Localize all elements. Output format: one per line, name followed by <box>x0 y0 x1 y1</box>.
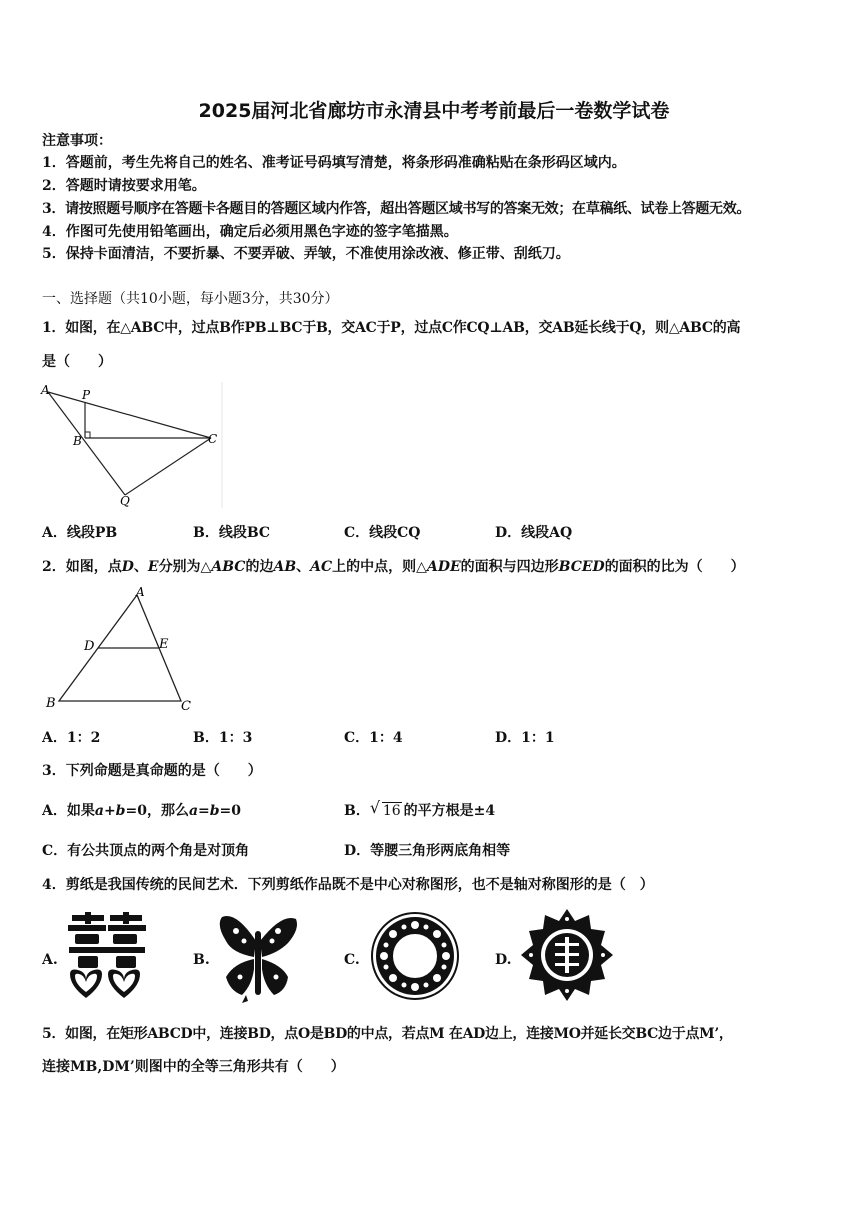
q2-option-c[interactable]: C．1：4 <box>344 730 403 746</box>
notice-item-1: 1．答题前，考生先将自己的姓名、准考证号码填写清楚，将条形码准确粘贴在条形码区域内。 <box>42 155 626 171</box>
q3-option-b[interactable]: B． √ 16 的平方根是±4 <box>344 798 496 819</box>
q1-stem-line1: 1．如图，在△ABC中，过点B作PB⊥BC于B，交AC于P，过点C作CQ⊥AB，交AB延长线于Q，则△ABC的高 <box>42 320 741 336</box>
q4-option-d-sunburst-icon[interactable] <box>519 907 615 1003</box>
section-heading: 一、选择题（共10小题，每小题3分，共30分） <box>42 291 339 307</box>
q1-label-b: B <box>73 434 82 448</box>
q1-line-aq <box>48 392 125 495</box>
q1-line-cq <box>125 438 211 495</box>
q1-option-a[interactable]: A．线段PB <box>42 525 118 541</box>
notice-item-3: 3．请按照题号顺序在答题卡各题目的答题区域内作答，超出答题区域书写的答案无效；在草稿纸、试卷上答题无效。 <box>42 201 751 217</box>
q4-option-d-letter[interactable]: D. <box>495 952 512 968</box>
q2-figure <box>38 582 208 717</box>
notice-heading: 注意事项： <box>42 133 112 149</box>
q4-option-c-letter[interactable]: C. <box>344 952 360 968</box>
q2-label-b: B <box>46 696 56 711</box>
q3-stem: 3．下列命题是真命题的是（ ） <box>42 763 262 779</box>
notice-item-2: 2．答题时请按要求用笔。 <box>42 178 206 194</box>
q3-option-d[interactable]: D．等腰三角形两底角相等 <box>344 843 511 859</box>
q2-label-d: D <box>84 639 95 654</box>
q2-label-c: C <box>181 699 191 714</box>
q4-option-c-ring-icon[interactable] <box>370 911 460 1001</box>
q2-stem: 2．如图，点D、E分别为△ABC的边AB、AC上的中点，则△ADE的面积与四边形BCED的面积的比为（ ） <box>42 559 745 575</box>
q1-label-q: Q <box>120 494 130 508</box>
q1-option-d[interactable]: D．线段AQ <box>495 525 573 541</box>
q1-label-p: P <box>82 388 91 402</box>
q5-stem-line1: 5．如图，在矩形ABCD中，连接BD，点O是BD的中点，若点M 在AD边上，连接MO并延长交BC边于点M’， <box>42 1026 733 1042</box>
q5-stem-line2: 连接MB,DM’则图中的全等三角形共有（ ） <box>42 1059 345 1075</box>
q2-option-b[interactable]: B．1：3 <box>193 730 253 746</box>
q2-option-a[interactable]: A．1：2 <box>42 730 101 746</box>
q1-figure <box>38 380 228 510</box>
q1-line-ac <box>48 392 211 438</box>
q2-label-a: A <box>136 585 145 599</box>
q1-label-a: A <box>41 383 50 397</box>
q3-option-a[interactable]: A．如果a+b=0，那么a=b=0 <box>42 803 242 819</box>
q2-option-d[interactable]: D．1：1 <box>495 730 555 746</box>
q4-option-b-letter[interactable]: B. <box>193 952 210 968</box>
q1-option-c[interactable]: C．线段CQ <box>344 525 421 541</box>
page-title: 2025届河北省廊坊市永清县中考考前最后一卷数学试卷 <box>198 100 670 122</box>
notice-item-4: 4．作图可先使用铅笔画出，确定后必须用黑色字迹的签字笔描黑。 <box>42 224 458 240</box>
q4-option-a-double-happiness-icon[interactable] <box>66 912 148 1002</box>
notice-item-5: 5．保持卡面清洁，不要折暴、不要弄破、弄皱，不准使用涂改液、修正带、刮纸刀。 <box>42 246 570 262</box>
q2-label-e: E <box>159 637 169 652</box>
q1-label-c: C <box>208 432 218 446</box>
q4-stem: 4．剪纸是我国传统的民间艺术．下列剪纸作品既不是中心对称图形，也不是轴对称图形的是（ ） <box>42 877 654 893</box>
q4-option-a-letter[interactable]: A. <box>42 952 58 968</box>
q1-option-b[interactable]: B．线段BC <box>193 525 271 541</box>
q1-stem-line2: 是（ ） <box>42 354 112 370</box>
q4-option-b-butterfly-icon[interactable] <box>216 911 300 1003</box>
q3-option-c[interactable]: C．有公共顶点的两个角是对顶角 <box>42 843 250 859</box>
